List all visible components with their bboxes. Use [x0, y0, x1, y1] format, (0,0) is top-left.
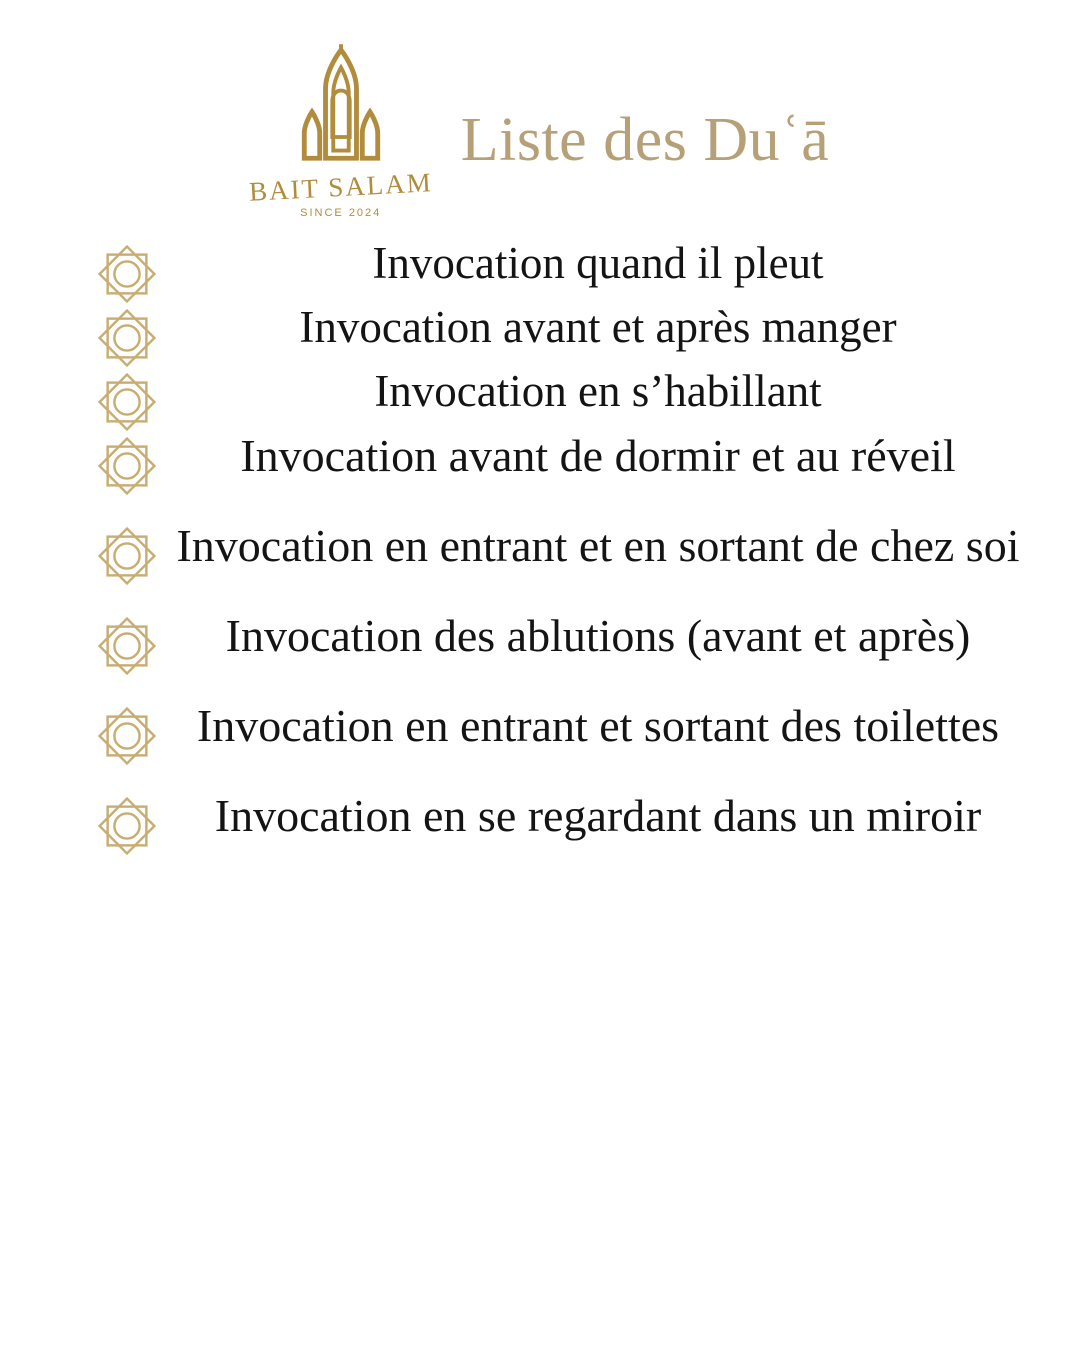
page-title: Liste des Duʿā — [460, 106, 830, 174]
list-item — [96, 609, 1040, 677]
list-item — [96, 789, 1040, 857]
dua-label: Invocation des ablutions (avant et après) — [225, 610, 971, 661]
list-item — [96, 699, 1040, 767]
list-item — [96, 519, 1040, 587]
dua-label: Invocation en se regardant dans un miroir — [214, 790, 982, 841]
mosque-arch-icon — [283, 44, 399, 172]
list-item — [96, 237, 1040, 305]
list-item — [96, 429, 1040, 497]
eight-point-star-icon — [96, 615, 158, 677]
dua-label: Invocation en entrant et sortant des toilettes — [196, 700, 1000, 751]
dua-label: Invocation en entrant et en sortant de chez soi — [176, 520, 1020, 571]
eight-point-star-icon — [96, 243, 158, 305]
dua-label: Invocation quand il pleut — [372, 238, 824, 288]
brand-logo — [248, 44, 434, 219]
eight-point-star-icon — [96, 307, 158, 369]
dua-label: Invocation avant de dormir et au réveil — [240, 430, 956, 481]
brand-name: BAIT SALAM — [248, 167, 434, 207]
dua-label: Invocation avant et après manger — [299, 302, 897, 352]
eight-point-star-icon — [96, 525, 158, 587]
list-item — [96, 301, 1040, 369]
list-item — [96, 365, 1040, 433]
dua-list — [0, 237, 1080, 857]
page-header — [0, 0, 1080, 219]
eight-point-star-icon — [96, 371, 158, 433]
eight-point-star-icon — [96, 435, 158, 497]
eight-point-star-icon — [96, 795, 158, 857]
eight-point-star-icon — [96, 705, 158, 767]
dua-label: Invocation en s’habillant — [374, 366, 822, 416]
brand-since: SINCE 2024 — [300, 207, 382, 219]
